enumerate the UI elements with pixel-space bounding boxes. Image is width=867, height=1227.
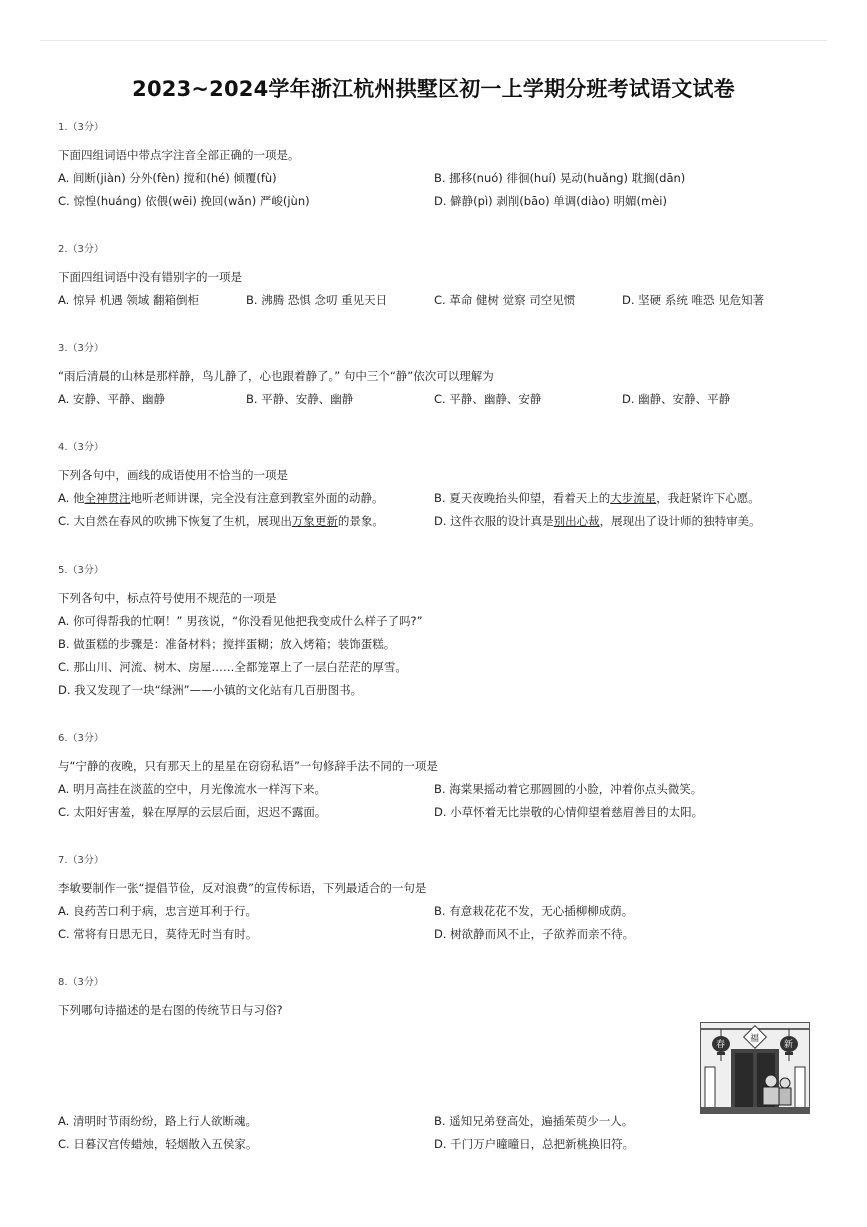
underlined-idiom: 万象更新 <box>291 514 338 528</box>
option-a[interactable]: A. 良药苦口利于病，忠言逆耳利于行。 <box>58 904 257 918</box>
question-2 <box>58 243 818 308</box>
question-4 <box>58 441 818 529</box>
lantern-char-left: 春 <box>716 1040 726 1050</box>
option-text: 地听老师讲课，完全没有注意到教室外面的动静。 <box>130 491 384 505</box>
option-a[interactable]: A. 安静、平静、幽静 <box>58 392 165 406</box>
question-number: 6.（3分） <box>58 733 104 744</box>
option-c[interactable] <box>58 514 434 529</box>
question-stem: 下列各句中，标点符号使用不规范的一项是 <box>58 591 277 605</box>
question-stem: 下列各句中，画线的成语使用不恰当的一项是 <box>58 468 288 482</box>
lantern-char-right: 新 <box>784 1040 794 1050</box>
spring-festival-illustration <box>700 1022 810 1114</box>
underlined-idiom: 全神贯注 <box>84 491 131 505</box>
option-b[interactable]: B. 挪移(nuó) 徘徊(huí) 晃动(huǎng) 耽搁(dān) <box>434 171 686 185</box>
question-3 <box>58 342 818 407</box>
option-c[interactable]: C. 太阳好害羞，躲在厚厚的云层后面，迟迟不露面。 <box>58 805 327 819</box>
question-number: 3.（3分） <box>58 343 104 354</box>
option-c[interactable]: C. 日暮汉宫传蜡烛，轻烟散入五侯家。 <box>58 1137 258 1151</box>
option-b[interactable]: B. 有意栽花花不发，无心插柳柳成荫。 <box>434 904 634 918</box>
question-7 <box>58 854 818 942</box>
option-d[interactable] <box>434 514 810 529</box>
question-5 <box>58 564 818 706</box>
question-stem: 下列哪句诗描述的是右图的传统节日与习俗? <box>58 1003 283 1017</box>
option-c[interactable]: C. 革命 健树 觉察 司空见惯 <box>434 293 576 307</box>
top-divider <box>40 40 827 41</box>
option-b[interactable] <box>434 491 810 506</box>
option-c[interactable]: C. 平静、幽静、安静 <box>434 392 542 406</box>
question-number: 4.（3分） <box>58 442 104 453</box>
question-stem: 李敏要制作一张“提倡节俭，反对浪费”的宣传标语，下列最适合的一句是 <box>58 881 427 895</box>
underlined-idiom: 别出心裁 <box>553 514 600 528</box>
option-text: ，展现出了设计师的独特审美。 <box>599 514 761 528</box>
question-6 <box>58 732 818 820</box>
option-a[interactable]: A. 明月高挂在淡蓝的空中，月光像流水一样泻下来。 <box>58 782 326 796</box>
door-char: 福 <box>750 1034 760 1044</box>
option-text: C. 大自然在春风的吹拂下恢复了生机，展现出 <box>58 514 292 528</box>
option-d[interactable]: D. 幽静、安静、平静 <box>622 392 731 406</box>
question-number: 5.（3分） <box>58 565 104 576</box>
question-number: 2.（3分） <box>58 244 104 255</box>
question-number: 1.（3分） <box>58 122 104 133</box>
option-d[interactable]: D. 千门万户曈曈日，总把新桃换旧符。 <box>434 1137 635 1151</box>
question-stem: 下面四组词语中带点字注音全部正确的一项是。 <box>58 148 300 162</box>
option-text: D. 这件衣服的设计真是 <box>434 514 554 528</box>
option-d[interactable]: D. 我又发现了一块“绿洲”——小镇的文化站有几百册图书。 <box>58 683 363 697</box>
option-a[interactable]: A. 你可得帮我的忙啊！” 男孩说，“你没看见他把我变成什么样子了吗?” <box>58 614 423 628</box>
question-stem: 下面四组词语中没有错别字的一项是 <box>58 270 242 284</box>
option-d[interactable]: D. 坚硬 系统 唯恐 见危知著 <box>622 293 765 307</box>
page-title: 2023~2024学年浙江杭州拱墅区初一上学期分班考试语文试卷 <box>132 77 735 101</box>
question-1 <box>58 121 818 209</box>
option-text: A. 他 <box>58 491 85 505</box>
option-a[interactable]: A. 惊异 机遇 领域 翻箱倒柜 <box>58 293 199 307</box>
question-number: 7.（3分） <box>58 855 104 866</box>
option-a[interactable] <box>58 491 434 506</box>
option-b[interactable]: B. 做蛋糕的步骤是：准备材料；搅拌蛋糊；放入烤箱；装饰蛋糕。 <box>58 637 396 651</box>
option-c[interactable]: C. 惊惶(huáng) 依偎(wēi) 挽回(wǎn) 严峻(jùn) <box>58 194 310 208</box>
option-text: ，我赶紧许下心愿。 <box>656 491 760 505</box>
underlined-idiom: 大步流星 <box>610 491 657 505</box>
option-b[interactable]: B. 遥知兄弟登高处，遍插茱萸少一人。 <box>434 1114 634 1128</box>
option-c[interactable]: C. 常将有日思无日，莫待无时当有时。 <box>58 927 258 941</box>
question-stem: “雨后清晨的山林是那样静，鸟儿静了，心也跟着静了。” 句中三个“静”依次可以理解为 <box>58 369 494 383</box>
question-stem: 与“宁静的夜晚，只有那天上的星星在窃窃私语”一句修辞手法不同的一项是 <box>58 759 438 773</box>
option-b[interactable]: B. 沸腾 恐惧 念叨 重见天日 <box>246 293 388 307</box>
option-c[interactable]: C. 那山川、河流、树木、房屋……全都笼罩上了一层白茫茫的厚雪。 <box>58 660 407 674</box>
option-a[interactable]: A. 间断(jiàn) 分外(fèn) 搅和(hé) 倾覆(fù) <box>58 171 277 185</box>
option-text: B. 夏天夜晚抬头仰望，看着天上的 <box>434 491 611 505</box>
option-a[interactable]: A. 清明时节雨纷纷，路上行人欲断魂。 <box>58 1114 257 1128</box>
option-text: 的景象。 <box>337 514 384 528</box>
option-d[interactable]: D. 小草怀着无比崇敬的心情仰望着慈眉善目的太阳。 <box>434 805 704 819</box>
question-number: 8.（3分） <box>58 977 104 988</box>
option-d[interactable]: D. 树欲静而风不止，子欲养而亲不待。 <box>434 927 635 941</box>
option-d[interactable]: D. 僻静(pì) 剥削(bāo) 单调(diào) 明媚(mèi) <box>434 194 667 208</box>
option-b[interactable]: B. 平静、安静、幽静 <box>246 392 354 406</box>
option-b[interactable]: B. 海棠果摇动着它那圆圆的小脸，冲着你点头微笑。 <box>434 782 703 796</box>
